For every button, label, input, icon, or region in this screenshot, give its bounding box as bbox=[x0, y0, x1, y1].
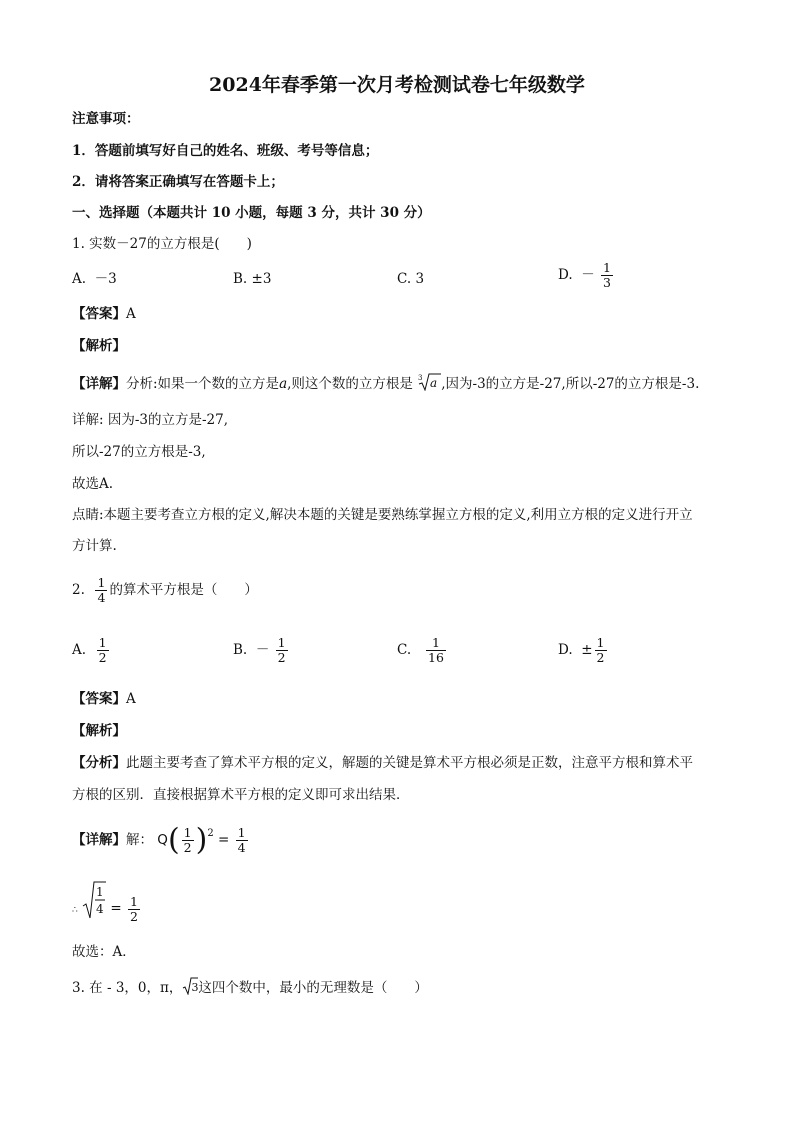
cube-root-index: 3 bbox=[418, 374, 423, 382]
q1-analysis-tag: 【解析】 bbox=[72, 338, 126, 354]
q2-stem-fraction: $\frac{1}{4}$ bbox=[97, 575, 106, 605]
cube-root-variable: a bbox=[430, 376, 438, 390]
q2-analysis-tag: 【解析】 bbox=[72, 723, 126, 739]
notice-item-1: 1．答题前填写好自己的姓名、班级、考号等信息； bbox=[72, 143, 379, 159]
q2-detail-equation-1: 【详解】解： Q( $\frac{1}{2}$ )$^2$ = $\frac{1}{4}$ bbox=[72, 822, 246, 858]
q2-fenxi-line-2: 方根的区别．直接根据算术平方根的定义即可求出结果． bbox=[72, 787, 410, 803]
svg-text:4: 4 bbox=[96, 902, 104, 916]
q3-sqrt-expression bbox=[182, 977, 198, 1000]
notice-item-2: 2．请将答案正确填写在答题卡上； bbox=[72, 174, 284, 190]
svg-text:3: 3 bbox=[191, 981, 199, 994]
q1-option-d: D. － $\frac{1}{3}$ bbox=[558, 260, 611, 290]
square-root-expression bbox=[82, 880, 106, 938]
q1-comment-line-2: 方计算. bbox=[72, 538, 117, 554]
q1-option-c: C. 3 bbox=[397, 271, 425, 287]
svg-text:1: 1 bbox=[96, 885, 104, 899]
q1-detail-line-3: 故选A. bbox=[72, 476, 114, 492]
q1-option-d-fraction: $\frac{1}{3}$ bbox=[603, 260, 611, 290]
q2-choose: 故选：A． bbox=[72, 944, 136, 960]
q3-stem: 3. 在 - 3，0，π， 3 这四个数中，最小的无理数是（ ） bbox=[72, 977, 428, 1000]
section-heading: 一、选择题（本题共计 10 小题，每题 3 分，共计 30 分） bbox=[72, 205, 431, 221]
q1-detail: 【详解】分析:如果一个数的立方是a,则这个数的立方根是 3 a ,因为-3的立方是-27,所以-27的立方根是-3. bbox=[72, 373, 699, 396]
notice-heading: 注意事项： bbox=[72, 111, 140, 127]
q2-stem: 2. $\frac{1}{4}$ 的算术平方根是（ ） bbox=[72, 575, 258, 605]
q1-answer: 【答案】A bbox=[72, 306, 136, 322]
cube-root-expression bbox=[417, 373, 441, 396]
q1-detail-line-1: 详解: 因为-3的立方是-27, bbox=[72, 412, 229, 428]
q2-fenxi-line-1: 【分析】此题主要考查了算术平方根的定义，解题的关键是算术平方根必须是正数，注意平方根和算术平 bbox=[72, 755, 693, 771]
q2-answer: 【答案】A bbox=[72, 691, 136, 707]
q2-detail-equation-2: ∴ 1 4 = $\frac{1}{2}$ bbox=[72, 880, 142, 938]
q1-stem: 1. 实数－27的立方根是( ) bbox=[72, 236, 252, 252]
q2-option-d: D. ± $\frac{1}{2}$ bbox=[558, 635, 605, 665]
q2-option-b: B. － $\frac{1}{2}$ bbox=[233, 635, 286, 665]
q1-option-b: B. ±3 bbox=[233, 271, 272, 287]
q2-option-c: C. $\frac{1}{16}$ bbox=[397, 635, 444, 665]
q1-detail-line-2: 所以-27的立方根是-3, bbox=[72, 444, 206, 460]
page-title: 2024年春季第一次月考检测试卷七年级数学 bbox=[209, 74, 585, 96]
q1-option-a: A. －3 bbox=[72, 271, 117, 287]
q1-comment-line-1: 点睛:本题主要考查立方根的定义,解决本题的关键是要熟练掌握立方根的定义,利用立方根的定义进行开立 bbox=[72, 507, 693, 523]
q2-option-a: A. $\frac{1}{2}$ bbox=[72, 635, 107, 665]
